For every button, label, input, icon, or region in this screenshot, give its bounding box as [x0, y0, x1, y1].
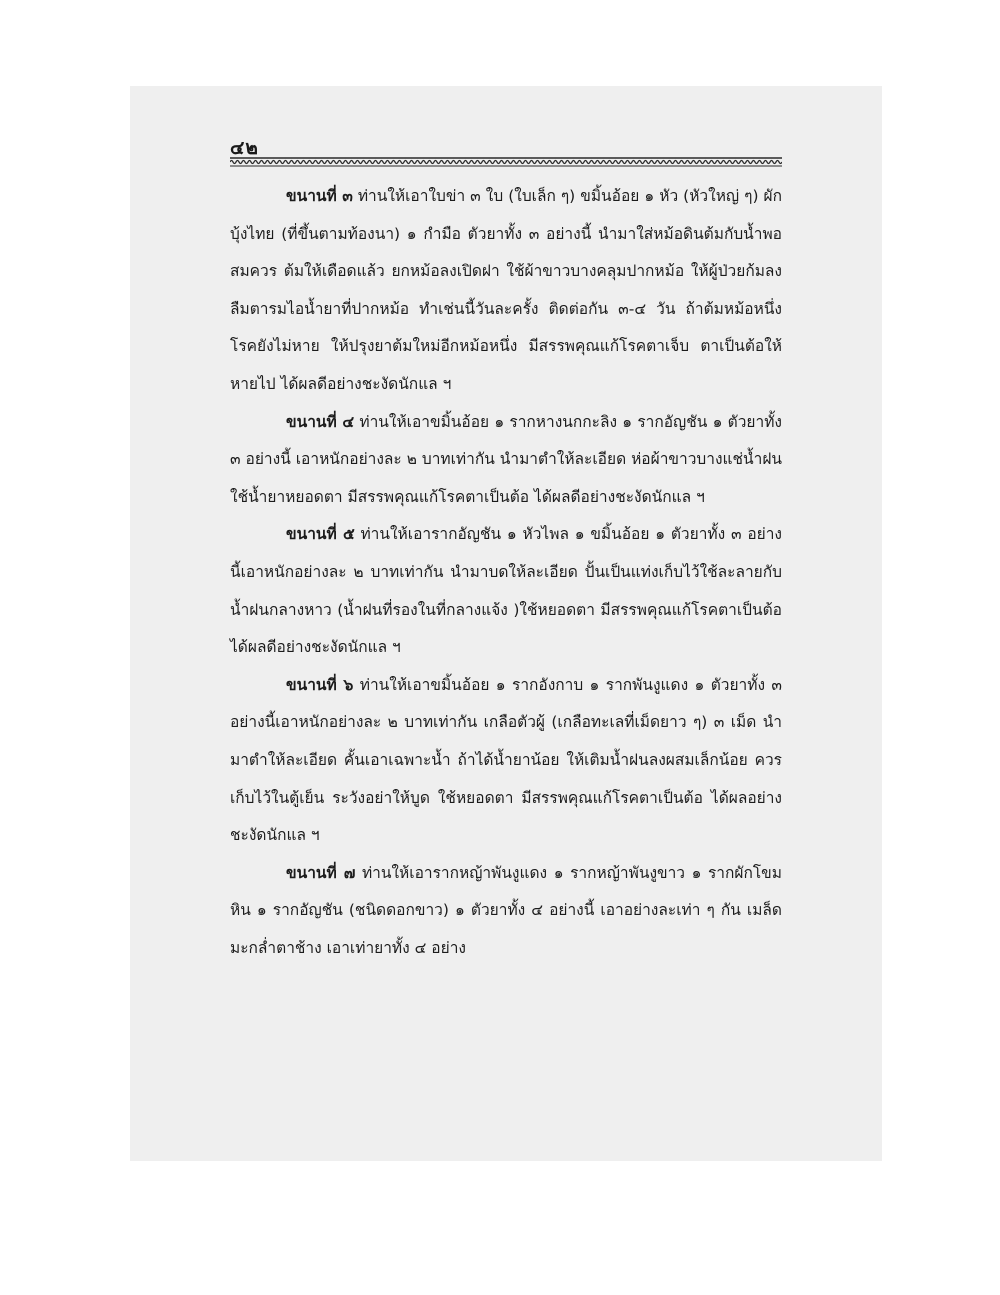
- remedy-text: ท่านให้เอาขมิ้นอ้อย ๑ รากหางนกกะลิง ๑ รากอัญชัน ๑ ตัวยาทั้ง ๓ อย่างนี้ เอาหนักอย่างละ ๒ บาทเท่ากัน นำมาตำให้ละเอียด ห่อผ้าขาวบางแช่น้ำฝน ใช้น้ำยาหยอดตา มีสรรพคุณแก้โรคตาเป็นต้อ ได้ผลดีอย่างชะงัดนักแล ฯ: [230, 412, 782, 506]
- remedy-heading: ขนานที่ ๖: [286, 675, 354, 694]
- remedy-text: ท่านให้เอาขมิ้นอ้อย ๑ รากอังกาบ ๑ รากพันงูแดง ๑ ตัวยาทั้ง ๓ อย่างนี้เอาหนักอย่างละ ๒ บาทเท่ากัน เกลือตัวผู้ (เกลือทะเลที่เม็ดยาว ๆ) ๓ เม็ด นำมาตำให้ละเอียด คั้นเอาเฉพาะน้ำ ถ้าได้น้ำยาน้อย ให้เติมน้ำฝนลงผสมเล็กน้อย ควรเก็บไว้ในตู้เย็น ระวังอย่าให้บูด ใช้หยอดตา มีสรรพคุณแก้โรคตาเป็นต้อ ได้ผลอย่างชะงัดนักแล ฯ: [230, 675, 782, 845]
- ornamental-divider: [230, 156, 782, 168]
- remedy-heading: ขนานที่ ๗: [286, 863, 356, 882]
- remedy-paragraph: [230, 516, 782, 666]
- ornamental-divider-graphic: [230, 156, 782, 168]
- scanned-page: [130, 86, 882, 1161]
- remedy-paragraph: [230, 855, 782, 968]
- remedy-text: ท่านให้เอารากหญ้าพันงูแดง ๑ รากหญ้าพันงูขาว ๑ รากผักโขมหิน ๑ รากอัญชัน (ชนิดดอกขาว) ๑ ตัวยาทั้ง ๔ อย่างนี้ เอาอย่างละเท่า ๆ กัน เมล็ดมะกล่ำตาช้าง เอาเท่ายาทั้ง ๔ อย่าง: [230, 863, 782, 957]
- remedy-paragraph: [230, 404, 782, 517]
- remedy-heading: ขนานที่ ๔: [286, 412, 355, 431]
- body-text: [230, 178, 782, 967]
- page-number: ๔๒: [230, 137, 259, 159]
- remedy-paragraph: [230, 667, 782, 855]
- remedy-text: ท่านให้เอารากอัญชัน ๑ หัวไพล ๑ ขมิ้นอ้อย ๑ ตัวยาทั้ง ๓ อย่างนี้เอาหนักอย่างละ ๒ บาทเท่ากัน นำมาบดให้ละเอียด ปั้นเป็นแท่งเก็บไว้ใช้ละลายกับน้ำฝนกลางหาว (น้ำฝนที่รองในที่กลางแจ้ง )ใช้หยอดตา มีสรรพคุณแก้โรคตาเป็นต้อ ได้ผลดีอย่างชะงัดนักแล ฯ: [230, 525, 782, 657]
- remedy-heading: ขนานที่ ๓: [286, 187, 353, 205]
- remedy-heading: ขนานที่ ๕: [286, 525, 355, 544]
- remedy-text: ท่านให้เอาใบข่า ๓ ใบ (ใบเล็ก ๆ) ขมิ้นอ้อย ๑ หัว (หัวใหญ่ ๆ) ผักบุ้งไทย (ที่ขึ้นตามท้องนา) ๑ กำมือ ตัวยาทั้ง ๓ อย่างนี้ นำมาใส่หม้อดินต้มกับน้ำพอสมควร ต้มให้เดือดแล้ว ยกหม้อลงเปิดฝา ใช้ผ้าขาวบางคลุมปากหม้อ ให้ผู้ป่วยก้มลง ลืมตารมไอน้ำยาที่ปากหม้อ ทำเช่นนี้วันละครั้ง ติดต่อกัน ๓-๔ วัน ถ้าต้มหม้อหนึ่ง โรคยังไม่หาย ให้ปรุงยาต้มใหม่อีกหม้อหนึ่ง มีสรรพคุณแก้โรคตาเจ็บ ตาเป็นต้อให้หายไป ได้ผลดีอย่างชะงัดนักแล ฯ: [230, 187, 782, 393]
- remedy-paragraph: [230, 178, 782, 404]
